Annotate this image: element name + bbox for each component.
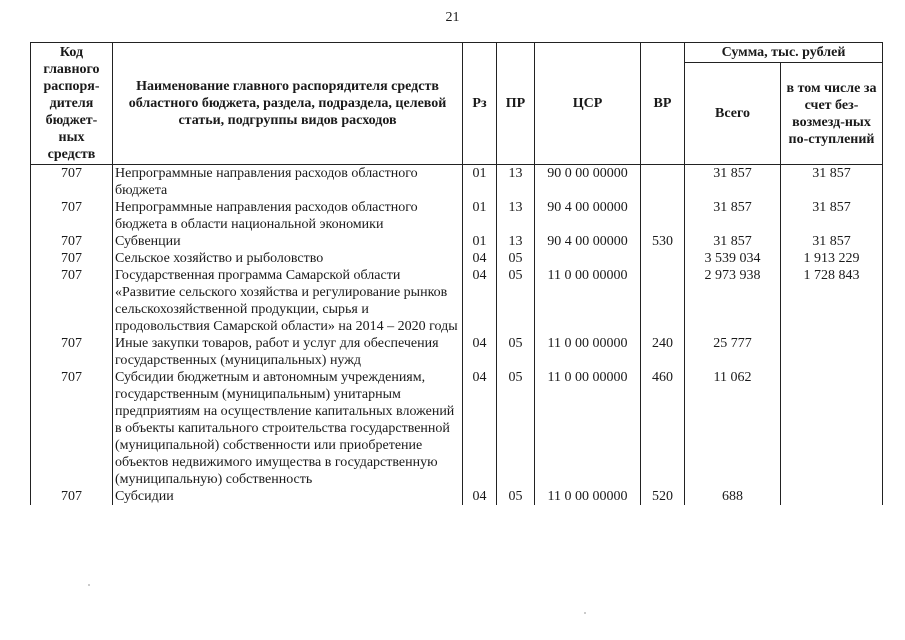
csr-cell: 90 4 00 00000 xyxy=(535,233,641,250)
pr-cell: 05 xyxy=(497,250,535,267)
csr-cell: 11 0 00 00000 xyxy=(535,335,641,369)
rz-cell: 01 xyxy=(463,165,497,200)
name-cell: Сельское хозяйство и рыболовство xyxy=(113,250,463,267)
table-row xyxy=(31,488,883,505)
header-code: Код главного распоря-дителя бюджет-ных средств xyxy=(31,43,113,165)
pr-cell: 05 xyxy=(497,335,535,369)
total-cell: 31 857 xyxy=(685,199,781,233)
code-cell: 707 xyxy=(31,233,113,250)
free-cell: 31 857 xyxy=(781,165,883,200)
csr-cell: 11 0 00 00000 xyxy=(535,267,641,335)
name-cell: Субсидии xyxy=(113,488,463,505)
csr-cell xyxy=(535,250,641,267)
total-cell: 3 539 034 xyxy=(685,250,781,267)
vr-cell: 520 xyxy=(641,488,685,505)
total-cell: 11 062 xyxy=(685,369,781,488)
vr-cell xyxy=(641,250,685,267)
table-row xyxy=(31,199,883,233)
code-cell: 707 xyxy=(31,267,113,335)
free-cell: 1 728 843 xyxy=(781,267,883,335)
free-cell xyxy=(781,335,883,369)
pr-cell: 05 xyxy=(497,369,535,488)
free-cell xyxy=(781,369,883,488)
header-csr: ЦСР xyxy=(535,43,641,165)
table-row xyxy=(31,233,883,250)
table-row xyxy=(31,165,883,200)
code-cell: 707 xyxy=(31,488,113,505)
vr-cell: 460 xyxy=(641,369,685,488)
csr-cell: 90 0 00 00000 xyxy=(535,165,641,200)
rz-cell: 01 xyxy=(463,199,497,233)
vr-cell: 240 xyxy=(641,335,685,369)
header-total: Всего xyxy=(685,63,781,165)
vr-cell xyxy=(641,165,685,200)
name-cell: Непрограммные направления расходов областного бюджета в области национальной экономики xyxy=(113,199,463,233)
csr-cell: 90 4 00 00000 xyxy=(535,199,641,233)
header-pr: ПР xyxy=(497,43,535,165)
free-cell: 1 913 229 xyxy=(781,250,883,267)
rz-cell: 04 xyxy=(463,267,497,335)
pr-cell: 05 xyxy=(497,488,535,505)
free-cell: 31 857 xyxy=(781,233,883,250)
table-row xyxy=(31,267,883,335)
name-cell: Иные закупки товаров, работ и услуг для обеспечения государственных (муниципальных) нужд xyxy=(113,335,463,369)
header-rz: Рз xyxy=(463,43,497,165)
code-cell: 707 xyxy=(31,369,113,488)
total-cell: 31 857 xyxy=(685,165,781,200)
name-cell: Государственная программа Самарской области «Развитие сельского хозяйства и регулирование рынков сельскохозяйственной продукции, сырья и продовольствия Самарской области» на 2014 – 2020 годы xyxy=(113,267,463,335)
pr-cell: 05 xyxy=(497,267,535,335)
total-cell: 31 857 xyxy=(685,233,781,250)
table-row xyxy=(31,369,883,488)
csr-cell: 11 0 00 00000 xyxy=(535,488,641,505)
total-cell: 2 973 938 xyxy=(685,267,781,335)
scan-speck xyxy=(584,612,586,614)
total-cell: 25 777 xyxy=(685,335,781,369)
table-row xyxy=(31,250,883,267)
vr-cell xyxy=(641,199,685,233)
code-cell: 707 xyxy=(31,335,113,369)
table-row xyxy=(31,335,883,369)
code-cell: 707 xyxy=(31,165,113,200)
rz-cell: 04 xyxy=(463,335,497,369)
rz-cell: 04 xyxy=(463,250,497,267)
pr-cell: 13 xyxy=(497,233,535,250)
rz-cell: 04 xyxy=(463,369,497,488)
pr-cell: 13 xyxy=(497,199,535,233)
code-cell: 707 xyxy=(31,250,113,267)
header-name: Наименование главного распорядителя средств областного бюджета, раздела, подраздела, целевой статьи, подгруппы видов расходов xyxy=(113,43,463,165)
rz-cell: 04 xyxy=(463,488,497,505)
name-cell: Субвенции xyxy=(113,233,463,250)
free-cell xyxy=(781,488,883,505)
rz-cell: 01 xyxy=(463,233,497,250)
header-vr: ВР xyxy=(641,43,685,165)
free-cell: 31 857 xyxy=(781,199,883,233)
header-sum: Сумма, тыс. рублей xyxy=(685,43,883,63)
budget-table xyxy=(30,42,883,505)
vr-cell xyxy=(641,267,685,335)
total-cell: 688 xyxy=(685,488,781,505)
scan-speck xyxy=(88,584,90,586)
pr-cell: 13 xyxy=(497,165,535,200)
code-cell: 707 xyxy=(31,199,113,233)
page-number: 21 xyxy=(445,10,460,25)
name-cell: Субсидии бюджетным и автономным учреждениям, государственным (муниципальным) унитарным предприятиям на осуществление капитальных вложений в объекты капитального строительства государственной (муниципальной) собственности или приобретение объектов недвижимого имущества в государственную (муниципальную) собственность xyxy=(113,369,463,488)
header-free: в том числе за счет без-возмезд-ных по-ступлений xyxy=(781,63,883,165)
csr-cell: 11 0 00 00000 xyxy=(535,369,641,488)
name-cell: Непрограммные направления расходов областного бюджета xyxy=(113,165,463,200)
vr-cell: 530 xyxy=(641,233,685,250)
